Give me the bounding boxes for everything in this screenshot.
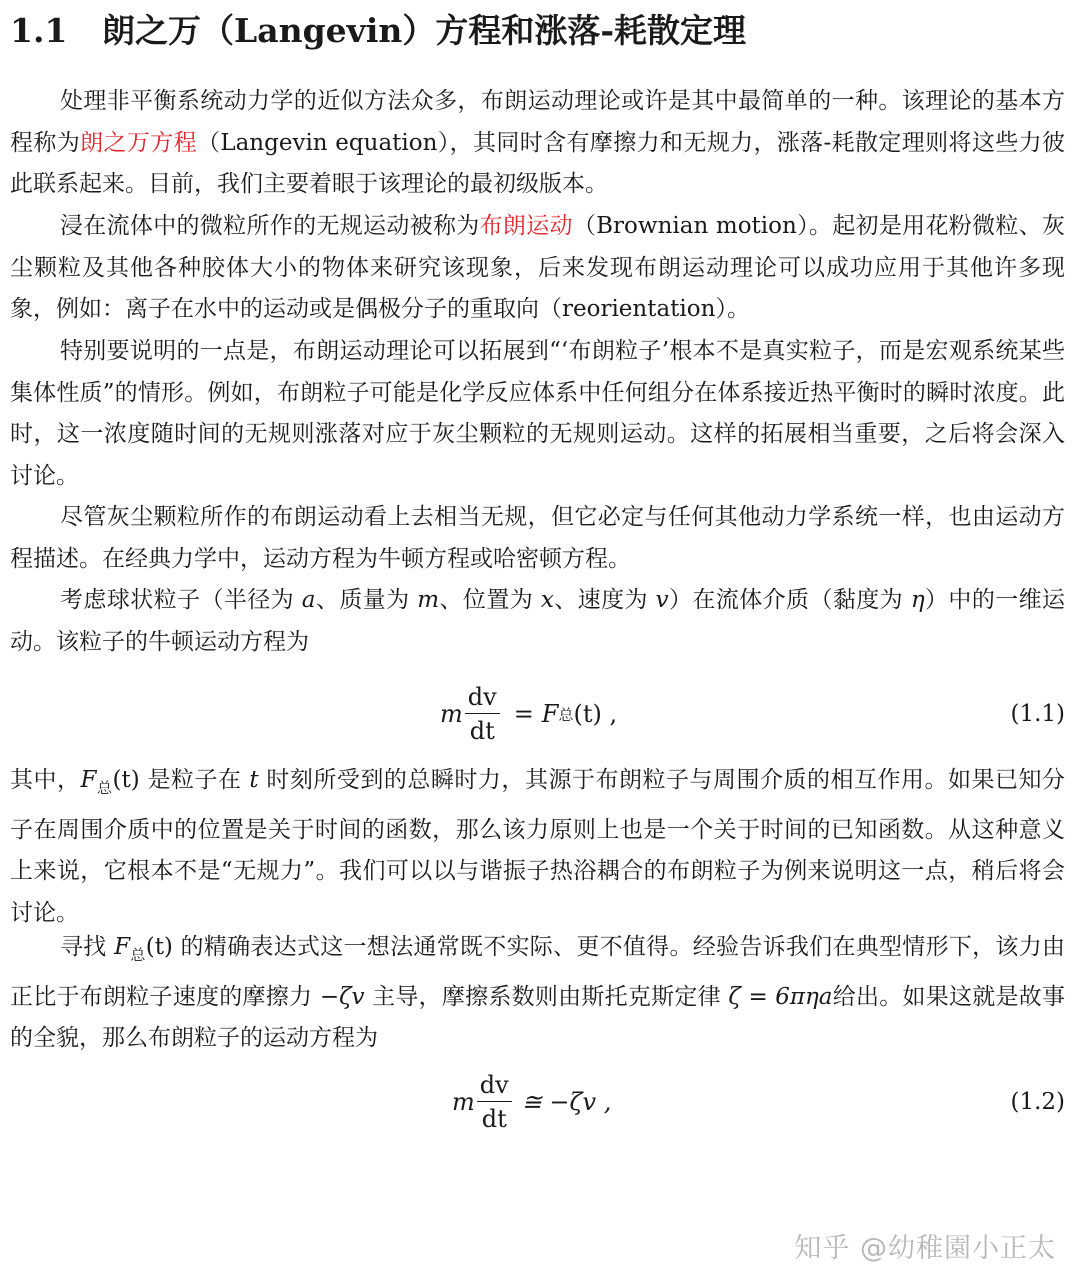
var-mass: m (417, 587, 440, 613)
paragraph-7-text-a: 寻找 (60, 934, 115, 960)
equation-1-2 (10, 1062, 1065, 1142)
eq1-numerator: dv (465, 682, 500, 714)
paragraph-2 (10, 206, 1065, 331)
paragraph-6-text-a: 其中， (10, 767, 81, 793)
friction-force: −ζv (319, 983, 365, 1010)
p7-force: F (114, 934, 131, 960)
paragraph-7-text-b: 的精确表达式这一想法通常既不实际、更不值得。经验告诉我们在典型情形下，该力由正比于布朗粒子速度的摩擦力 (10, 934, 1066, 1010)
paragraph-6 (10, 760, 1065, 934)
eq1-denominator: dt (469, 717, 495, 745)
var-velocity: v (655, 587, 669, 613)
term-brownian-motion: 布朗运动 (479, 213, 573, 239)
equation-1-2-body (452, 1062, 611, 1142)
paragraph-5-text-f: ）中的一维运动。该粒子的牛顿运动方程为 (10, 587, 1066, 655)
equation-1-1-body (440, 674, 617, 754)
paragraph-2-text-b: （Brownian motion）。起初是用花粉微粒、灰尘颗粒及其他各种胶体大小的物体来研究该现象，后来发现布朗运动理论可以成功应用于其他许多现象，例如：离子在水中的运动或是偶极分子的重取向（reorientation）。 (10, 213, 1066, 322)
var-viscosity: η (910, 587, 925, 613)
eq2-denominator: dt (481, 1105, 507, 1133)
p7-force-arg: (t) (145, 934, 173, 960)
paragraph-1-text-b: （Langevin equation），其同时含有摩擦力和无规力，涨落-耗散定理则将这些力彼此联系起来。目前，我们主要着眼于该理论的最初级版本。 (10, 129, 1066, 197)
watermark: 知乎 @幼稚園小正太 (794, 1233, 1056, 1264)
p6-time: t (249, 767, 259, 793)
paragraph-7 (10, 927, 1065, 1060)
paragraph-5-text-b: 、质量为 (315, 587, 418, 613)
eq1-derivative (465, 682, 500, 746)
paragraph-6-text-b: 是粒子在 (139, 767, 250, 793)
stokes-law: ζ = 6πηa (728, 983, 833, 1010)
eq2-mass: m (452, 1088, 475, 1116)
paragraph-5 (10, 580, 1065, 663)
equation-number-1-2: (1.2) (1010, 1089, 1065, 1115)
var-radius: a (301, 587, 316, 613)
p7-force-subscript: 总 (130, 946, 146, 964)
eq1-equals: = (513, 700, 534, 728)
paragraph-6-text-c: 时刻所受到的总瞬时力，其源于布朗粒子与周围介质的相互作用。如果已知分子在周围介质中的位置是关于时间的函数，那么该力原则上也是一个关于时间的已知函数。从这种意义上来说，它根本不是“无规力”。我们可以以与谐振子热浴耦合的布朗粒子为例来说明这一点，稍后将会讨论。 (10, 767, 1065, 926)
term-langevin-equation: 朗之万方程 (80, 129, 197, 156)
section-number: 1.1 (10, 11, 68, 50)
paragraph-1-text-a: 处理非平衡系统动力学的近似方法众多，布朗运动理论或许是其中最简单的一种。该理论的基本方程称为 (10, 88, 1065, 156)
section-heading (10, 6, 1070, 56)
eq1-force-subscript: 总 (558, 705, 574, 724)
paragraph-3: 特别要说明的一点是，布朗运动理论可以拓展到“‘布朗粒子’根本不是真实粒子，而是宏观系统某些集体性质”的情形。例如，布朗粒子可能是化学反应体系中任何组分在体系接近热平衡时的瞬时浓度。此时，这一浓度随时间的无规则涨落对应于灰尘颗粒的无规则运动。这样的拓展相当重要，之后将会深入讨论。 (10, 338, 1065, 489)
eq1-force: F (541, 700, 559, 728)
paragraph-5-text-d: 、速度为 (553, 587, 656, 613)
eq1-force-arg: (t) , (573, 700, 618, 728)
eq2-rhs: ≅ −ζv , (521, 1088, 612, 1116)
paragraph-7-text-d: 给出。如果这就是故事的全貌，那么布朗粒子的运动方程为 (10, 983, 1066, 1051)
paragraph-4: 尽管灰尘颗粒所作的布朗运动看上去相当无规，但它必定与任何其他动力学系统一样，也由运动方程描述。在经典力学中，运动方程为牛顿方程或哈密顿方程。 (10, 504, 1065, 572)
p6-force-arg: (t) (112, 767, 140, 793)
equation-1-1 (10, 674, 1065, 754)
var-position: x (540, 587, 554, 613)
p6-force-subscript: 总 (96, 779, 113, 797)
paragraph-2-text-a: 浸在流体中的微粒所作的无规运动被称为 (60, 213, 480, 239)
section-title: 朗之万（Langevin）方程和涨落-耗散定理 (102, 11, 747, 50)
paragraph-1 (10, 81, 1065, 206)
paragraph-5-text-c: 、位置为 (439, 587, 541, 613)
eq2-derivative (477, 1070, 512, 1134)
paragraph-5-text-a: 考虑球状粒子（半径为 (60, 587, 302, 613)
eq1-mass: m (440, 700, 463, 728)
eq2-numerator: dv (477, 1070, 512, 1102)
paragraph-5-text-e: ）在流体介质（黏度为 (668, 587, 911, 613)
p6-force: F (80, 767, 97, 793)
paragraph-7-text-c: 主导，摩擦系数则由斯托克斯定律 (364, 983, 729, 1010)
equation-number-1-1: (1.1) (1010, 701, 1065, 727)
